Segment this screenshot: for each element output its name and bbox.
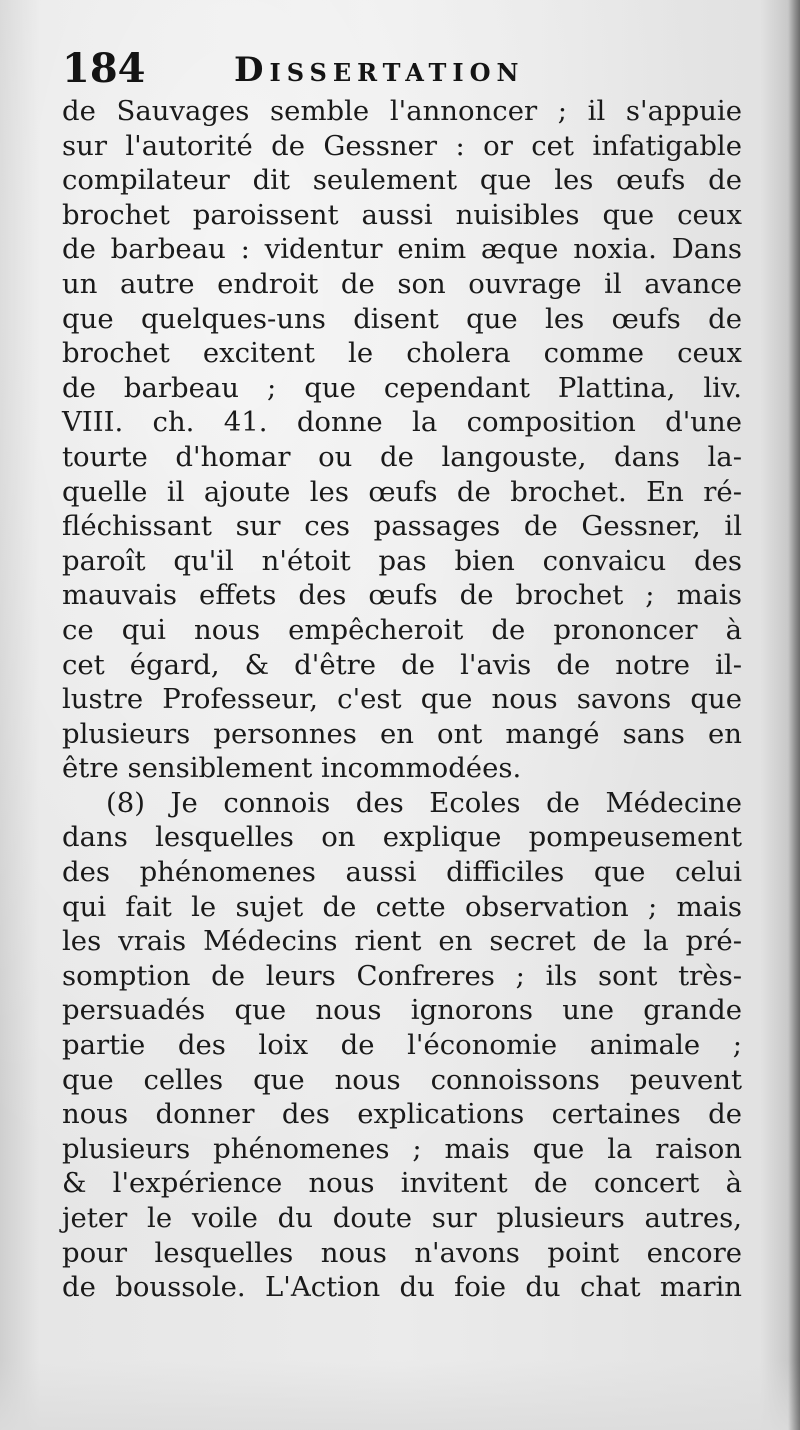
text-line: brochet paroissent aussi nuisibles que ceux: [62, 198, 742, 231]
text-line: de boussole. L'Action du foie du chat marin: [62, 1271, 742, 1304]
text-line: partie des loix de l'économie animale ;: [62, 1029, 742, 1062]
page-bottom-shadow: [0, 1360, 800, 1430]
page-number: 184: [62, 45, 146, 92]
text-line: des phénomenes aussi difficiles que celui: [62, 856, 742, 889]
text-line: sur l'autorité de Gessner : or cet infatigable: [62, 129, 742, 162]
body-text: [62, 94, 742, 1305]
text-line: quelle il ajoute les œufs de brochet. En ré-: [62, 475, 742, 508]
paragraph-2: [62, 786, 742, 1305]
text-line: plusieurs phénomenes ; mais que la raison: [62, 1132, 742, 1165]
page-header: [62, 44, 742, 94]
text-line: brochet excitent le cholera comme ceux: [62, 337, 742, 370]
text-line: VIII. ch. 41. donne la composition d'une: [62, 406, 742, 439]
text-line: un autre endroit de son ouvrage il avance: [62, 267, 742, 300]
text-line: les vrais Médecins rient en secret de la pré-: [62, 925, 742, 958]
paragraph-1: [62, 94, 742, 786]
text-line: plusieurs personnes en ont mangé sans en: [62, 717, 742, 750]
text-line: somption de leurs Confreres ; ils sont très-: [62, 959, 742, 992]
text-line: tourte d'homar ou de langouste, dans la-: [62, 440, 742, 473]
text-line: de barbeau ; que cependant Plattina, liv.: [62, 371, 742, 404]
text-line: que celles que nous connoissons peuvent: [62, 1063, 742, 1096]
text-line: ce qui nous empêcheroit de prononcer à: [62, 613, 742, 646]
text-line: pour lesquelles nous n'avons point encore: [62, 1236, 742, 1269]
text-line: & l'expérience nous invitent de concert à: [62, 1167, 742, 1200]
text-line: que quelques-uns disent que les œufs de: [62, 302, 742, 335]
text-line: (8) Je connois des Ecoles de Médecine: [106, 786, 742, 819]
text-line: de Sauvages semble l'annoncer ; il s'appuie: [62, 95, 742, 127]
text-line: cet égard, & d'être de l'avis de notre il-: [62, 648, 742, 681]
text-line: dans lesquelles on explique pompeusement: [62, 821, 742, 854]
text-line: mauvais effets des œufs de brochet ; mais: [62, 579, 742, 612]
text-line: paroît qu'il n'étoit pas bien convaicu des: [62, 544, 742, 577]
text-line: nous donner des explications certaines de: [62, 1098, 742, 1131]
text-line: qui fait le sujet de cette observation ; mais: [62, 890, 742, 923]
running-head: Dissertation: [234, 50, 525, 90]
text-line: être sensiblement incommodées.: [62, 752, 522, 785]
text-line: jeter le voile du doute sur plusieurs autres,: [62, 1202, 742, 1234]
text-line: fléchissant sur ces passages de Gessner, il: [62, 510, 742, 543]
text-line: de barbeau : videntur enim æque noxia. Dans: [62, 233, 742, 266]
text-line: persuadés que nous ignorons une grande: [62, 994, 742, 1027]
text-line: lustre Professeur, c'est que nous savons que: [62, 683, 742, 716]
text-line: compilateur dit seulement que les œufs de: [62, 164, 742, 197]
